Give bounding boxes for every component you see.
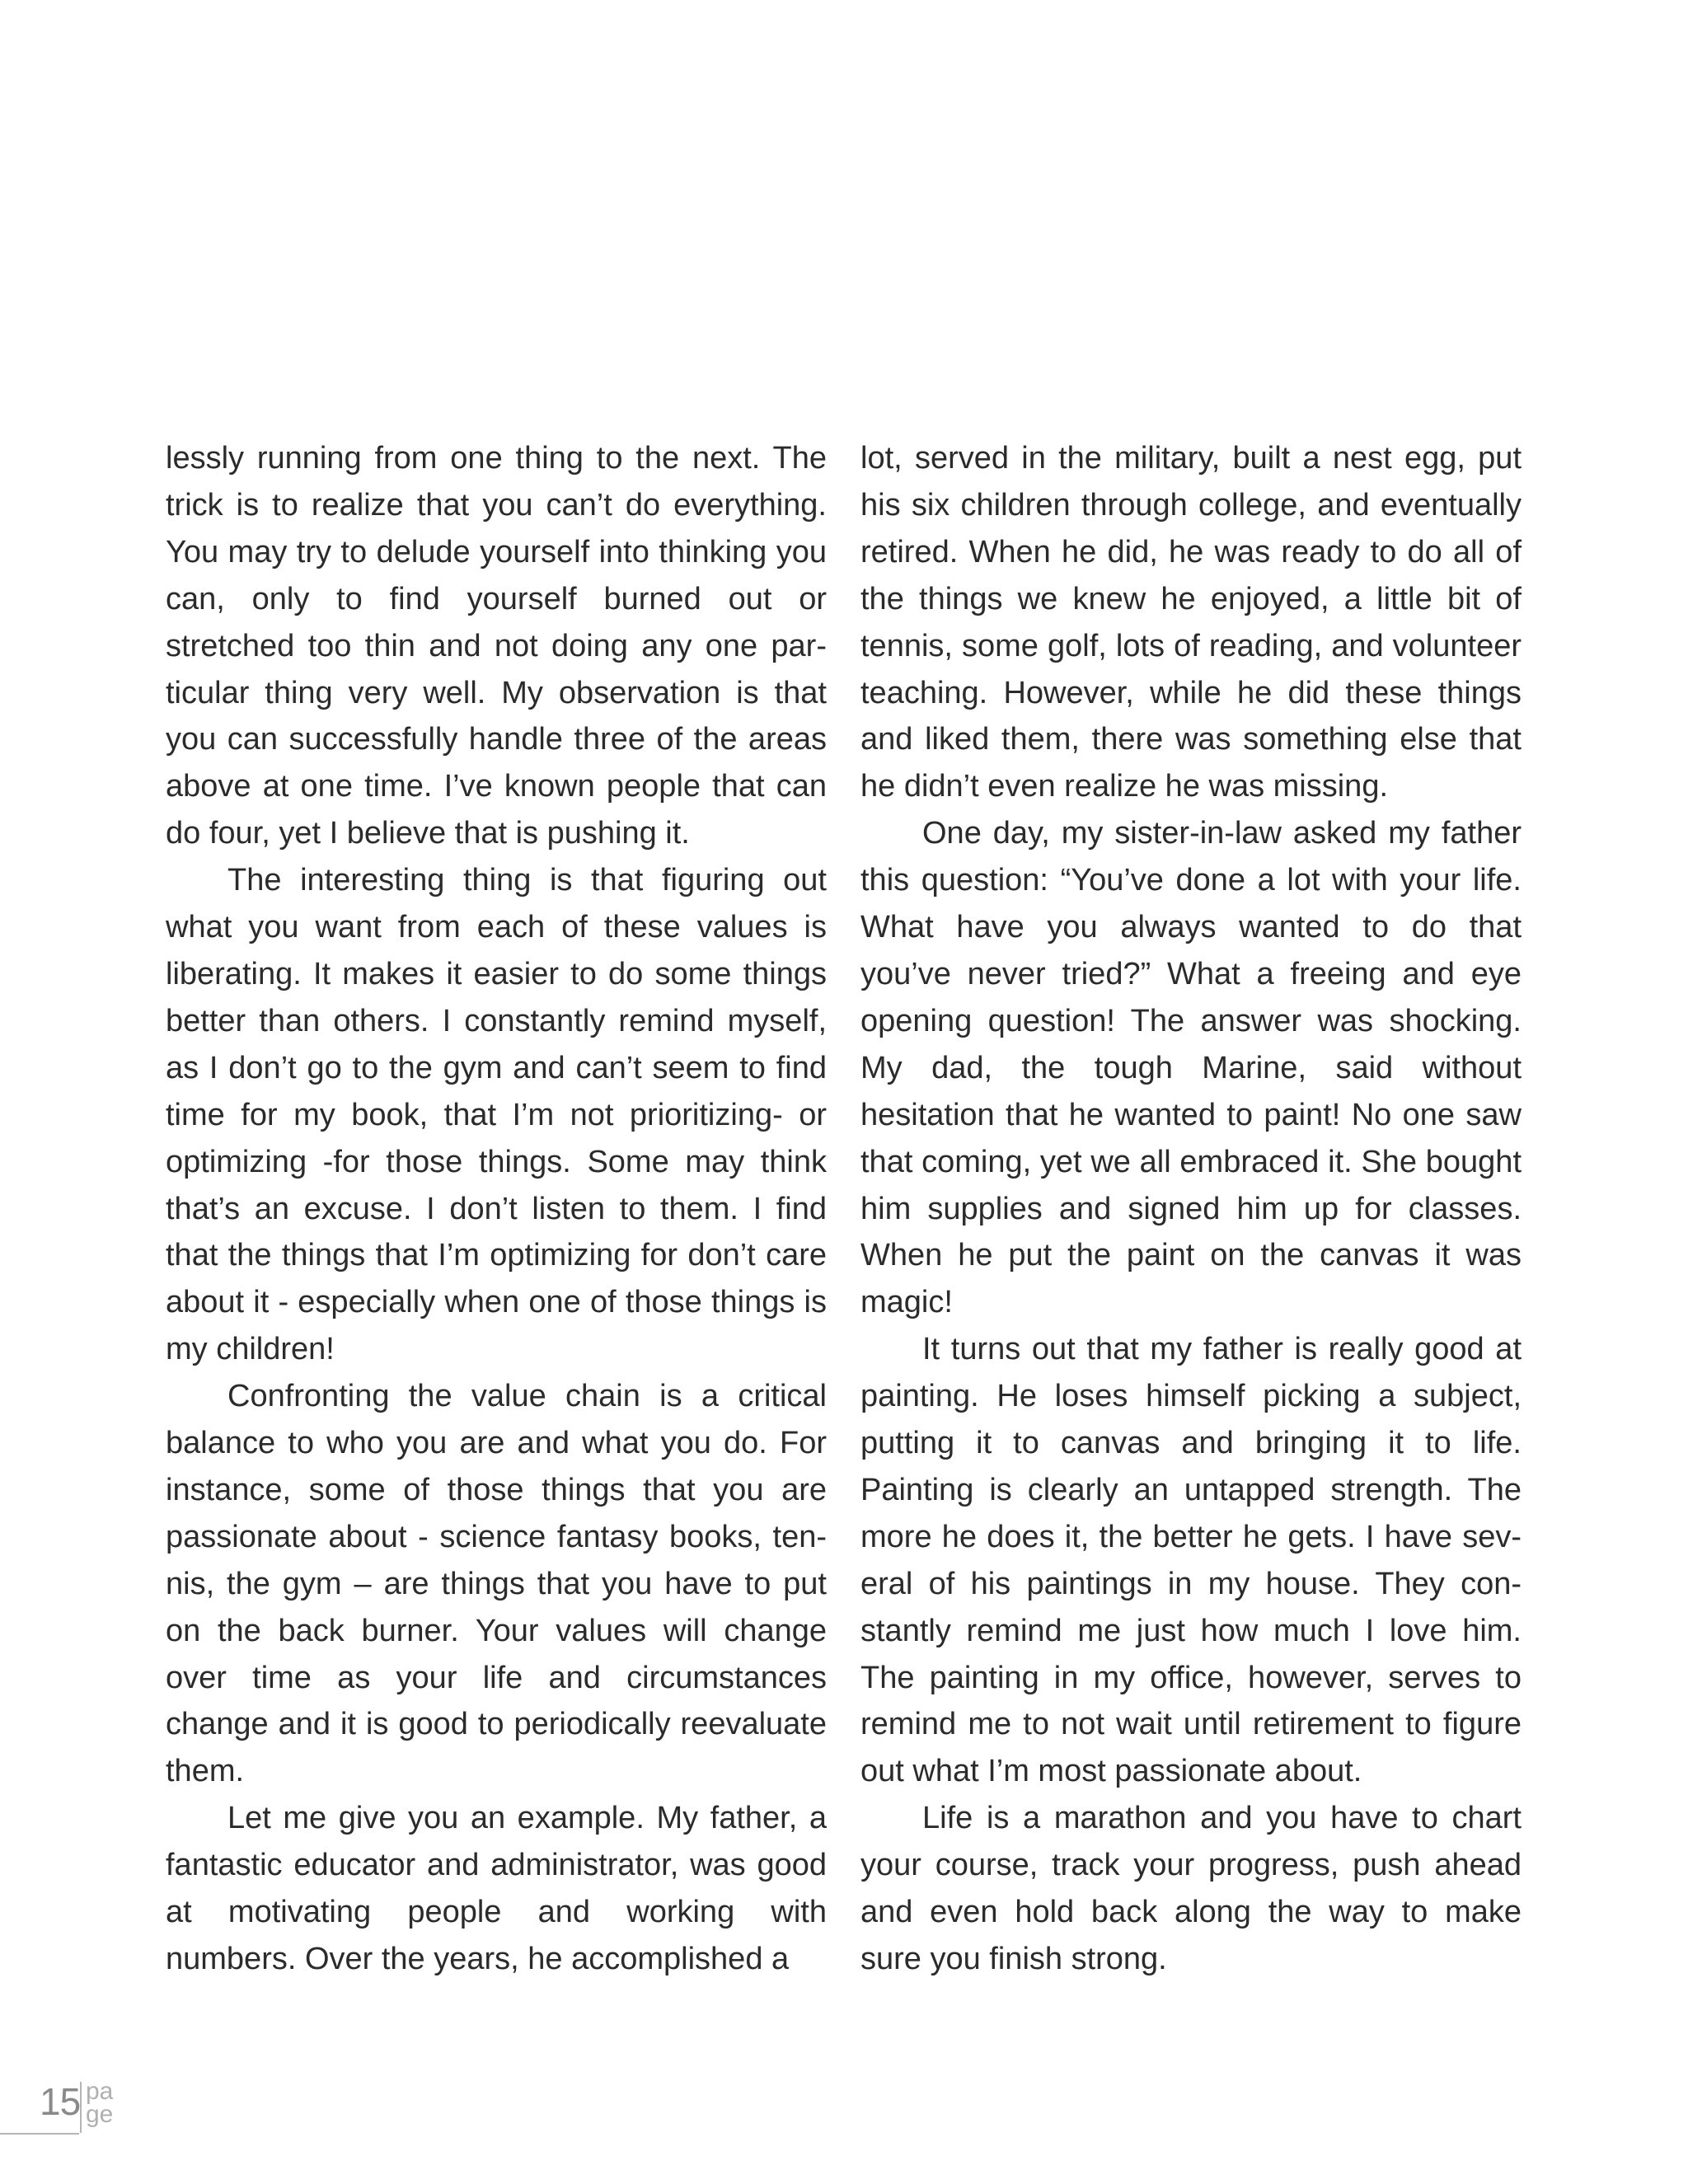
- text-column-right: [860, 435, 1522, 1983]
- folio-rule: [0, 2133, 79, 2135]
- paragraph: The interesting thing is that figuring out what you want from each of these values is liberating. It makes it easier to do some things better than others. I constantly remind myself, as I don’t go to the gym and can’t seem to find time for my book, that I’m not prioritizing- or optimizing -for those things. Some may think that’s an excuse. I don’t listen to them. I find that the things that I’m optimizing for don’t care about it - especially when one of those things is my children!: [166, 863, 827, 1367]
- paragraph: lot, served in the military, built a nest egg, put his six children through college, and eventually retired. When he did, he was ready to do all of the things we knew he enjoyed, a little bit of tennis, some golf, lots of reading, and volunteer teaching. However, while he did these things and liked them, there was something else that he didn’t even realize he was missing.: [860, 441, 1522, 804]
- folio-word-top: pa: [86, 2078, 114, 2105]
- paragraph: Life is a marathon and you have to chart your course, track your progress, push ahead and even hold back along the way to make sure you finish strong.: [860, 1801, 1522, 1976]
- paragraph: Let me give you an example. My father, a fantastic educator and administrator, was good at motivating people and working with numbers. Over the years, he accomplished a: [166, 1801, 827, 1976]
- text-column-left: [166, 435, 827, 1983]
- paragraph: lessly running from one thing to the next. The trick is to realize that you can’t do everything. You may try to delude yourself into thinking you can, only to find yourself burned out or stretched too thin and not doing any one particular thing very well. My observation is that you can successfully handle three of the areas above at one time. I’ve known people that can do four, yet I believe that is pushing it.: [166, 441, 827, 851]
- paragraph: It turns out that my father is really good at painting. He loses himself picking a subject, putting it to canvas and bringing it to life. Painting is clearly an untapped strength. The more he does it, the better he gets. I have several of his paintings in my house. They constantly remind me just how much I love him. The painting in my office, however, serves to remind me to not wait until retirement to figure out what I’m most passionate about.: [860, 1332, 1522, 1789]
- page-folio: [0, 2077, 214, 2143]
- paragraph: Confronting the value chain is a critical balance to who you are and what you do. For instance, some of those things that you are passionate about - science fantasy books, tennis, the gym – are things that you have to put on the back burner. Your values will change over time as your life and circumstances change and it is good to periodically reevaluate them.: [166, 1379, 827, 1789]
- paragraph: One day, my sister-in-law asked my father this question: “You’ve done a lot with your life. What have you always wanted to do that you’ve never tried?” What a freeing and eye opening question! The answer was shocking. My dad, the tough Marine, said without hesitation that he wanted to paint! No one saw that coming, yet we all embraced it. She bought him supplies and signed him up for classes. When he put the paint on the canvas it was magic!: [860, 816, 1522, 1320]
- folio-word-bottom: ge: [86, 2101, 114, 2128]
- folio-divider: [80, 2082, 82, 2133]
- page-number: 15: [40, 2080, 81, 2123]
- folio-page-word: [86, 2080, 119, 2126]
